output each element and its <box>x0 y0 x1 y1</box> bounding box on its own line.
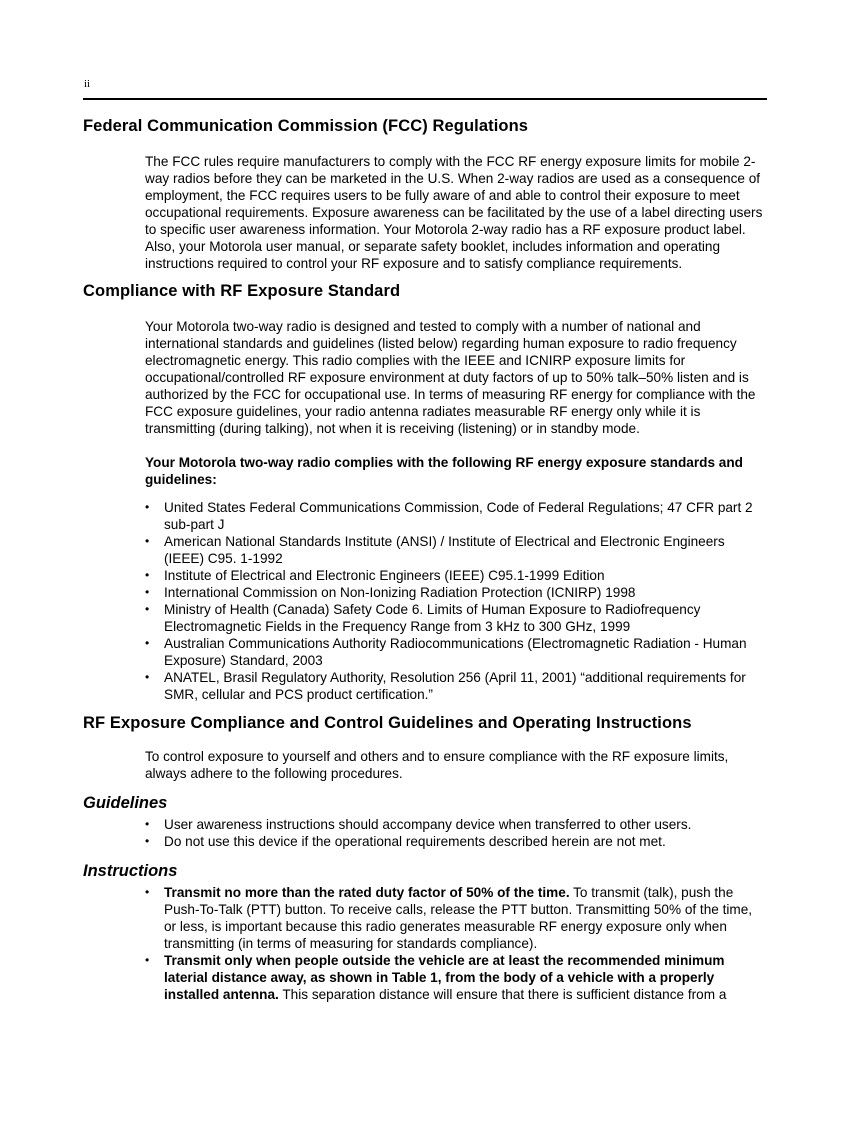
list-item: • International Commission on Non-Ionizing Radiation Protection (ICNIRP) 1998 <box>145 584 767 601</box>
instruction-text: This separation distance will ensure that there is sufficient distance from a <box>278 987 727 1002</box>
rf-control-heading: RF Exposure Compliance and Control Guidelines and Operating Instructions <box>83 714 692 732</box>
compliance-body <box>145 318 767 703</box>
list-item: • User awareness instructions should accompany device when transferred to other users. <box>145 816 767 833</box>
instructions-body <box>145 884 767 1003</box>
list-item <box>145 952 767 1003</box>
instructions-list <box>145 884 767 1003</box>
list-item: • ANATEL, Brasil Regulatory Authority, Resolution 256 (April 11, 2001) “additional requirements for SMR, cellular and PCS product certification.” <box>145 669 767 703</box>
guidelines-list <box>145 816 767 850</box>
rf-control-paragraph: To control exposure to yourself and others and to ensure compliance with the RF exposure limits, always adhere to the following procedures. <box>145 749 729 781</box>
compliance-paragraph: Your Motorola two-way radio is designed and tested to comply with a number of national and international standards and guidelines (listed below) regarding human exposure to radio frequency electromagnetic energy. This radio complies with the IEEE and ICNIRP exposure limits for occupational/controlled RF exposure environment at duty factors of up to 50% talk–50% listen and is authorized by the FCC for occupational use. In terms of measuring RF energy for compliance with the FCC exposure guidelines, your radio antenna radiates measurable RF energy only while it is transmitting (during talking), not when it is receiving (listening) or in standby mode. <box>145 319 756 436</box>
instructions-heading: Instructions <box>83 862 178 880</box>
fcc-heading: Federal Communication Commission (FCC) Regulations <box>83 117 529 135</box>
list-item: • American National Standards Institute (ANSI) / Institute of Electrical and Electronic Engineers (IEEE) C95. 1-1992 <box>145 533 767 567</box>
rf-control-body <box>145 748 767 782</box>
instruction-bold: Transmit only when people outside the vehicle are at least the recommended minimum laterial distance away, as shown in Table 1, from the body of a vehicle with a properly installed antenna. <box>164 953 725 1002</box>
page-content <box>83 116 767 1003</box>
list-item: • Australian Communications Authority Radiocommunications (Electromagnetic Radiation - Human Exposure) Standard, 2003 <box>145 635 767 669</box>
list-item: • Do not use this device if the operational requirements described herein are not met. <box>145 833 767 850</box>
list-item: • Ministry of Health (Canada) Safety Code 6. Limits of Human Exposure to Radiofrequency Electromagnetic Fields in the Frequency Range from 3 kHz to 300 GHz, 1999 <box>145 601 767 635</box>
compliance-heading: Compliance with RF Exposure Standard <box>83 282 401 300</box>
header-rule <box>83 98 767 100</box>
list-item: • United States Federal Communications Commission, Code of Federal Regulations; 47 CFR part 2 sub-part J <box>145 499 767 533</box>
instruction-bold: Transmit no more than the rated duty factor of 50% of the time. <box>164 885 570 900</box>
instruction-text: To transmit (talk), push the Push-To-Talk (PTT) button. To receive calls, release the PTT button. Transmitting 50% of the time, or less, is important because this radio generates measurable RF energy exposure only when transmitting (in terms of measuring for standards compliance). <box>164 885 753 951</box>
page-number: ii <box>84 78 91 90</box>
standards-list <box>145 499 767 703</box>
fcc-body <box>145 153 767 272</box>
guidelines-body <box>145 816 767 850</box>
list-item: • Institute of Electrical and Electronic Engineers (IEEE) C95.1-1999 Edition <box>145 567 767 584</box>
guidelines-heading: Guidelines <box>83 794 168 812</box>
fcc-paragraph: The FCC rules require manufacturers to comply with the FCC RF energy exposure limits for mobile 2-way radios before they can be marketed in the U.S. When 2-way radios are used as a consequence of employment, the FCC requires users to be fully aware of and able to control their exposure to meet occupational requirements. Exposure awareness can be facilitated by the use of a label directing users to specific user awareness information. Your Motorola 2-way radio has a RF exposure product label. Also, your Motorola user manual, or separate safety booklet, includes information and operating instructions required to control your RF exposure and to satisfy compliance requirements. <box>145 154 763 271</box>
list-item <box>145 884 767 952</box>
standards-intro: Your Motorola two-way radio complies with the following RF energy exposure standards and guidelines: <box>145 455 743 487</box>
